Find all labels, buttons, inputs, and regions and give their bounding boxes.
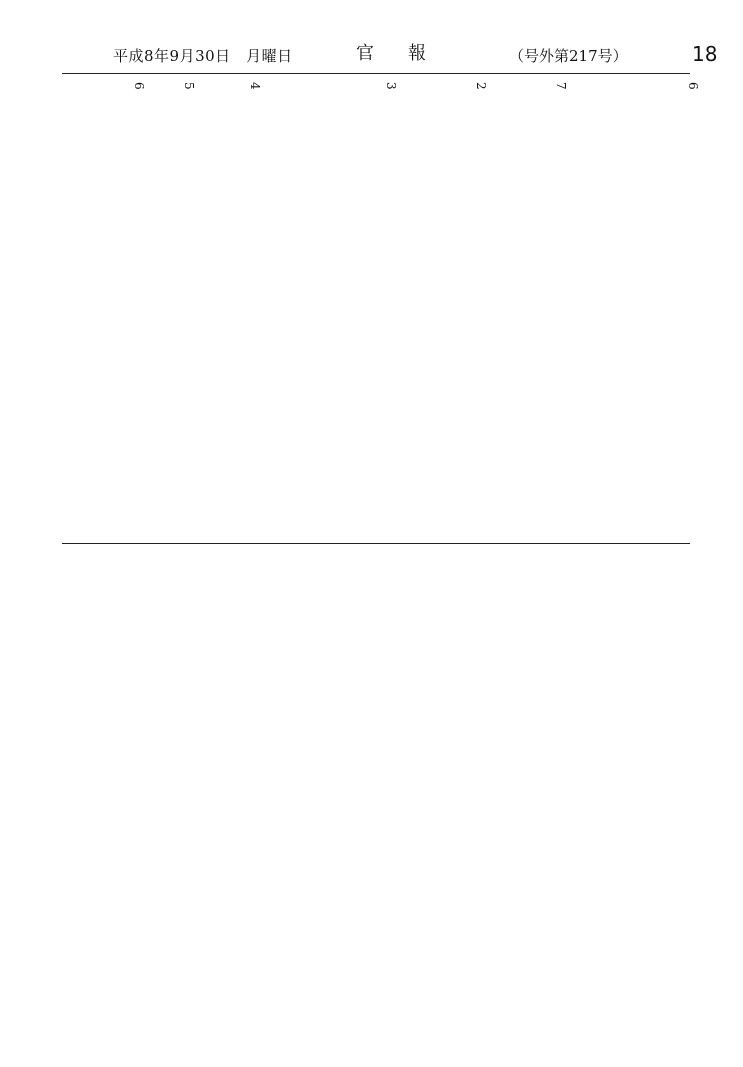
paragraph-marker: 6 bbox=[132, 82, 146, 90]
paragraph-marker: 7 bbox=[554, 82, 568, 90]
paragraph-marker: 5 bbox=[182, 82, 196, 90]
publication-date: 平成8年9月30日 月曜日 bbox=[113, 47, 293, 65]
page-number: 18 bbox=[692, 42, 718, 66]
text-block bbox=[342, 553, 472, 1023]
text-block bbox=[146, 82, 180, 534]
paragraph-marker: 3 bbox=[384, 82, 398, 90]
paragraph-marker: 6 bbox=[686, 82, 700, 90]
text-block bbox=[568, 82, 684, 534]
text-block bbox=[262, 82, 382, 534]
text-block bbox=[196, 82, 246, 534]
section-divider bbox=[62, 543, 690, 544]
text-block bbox=[398, 82, 472, 534]
text-block bbox=[62, 553, 334, 1023]
gazette-title: 官 報 bbox=[356, 43, 434, 64]
text-block bbox=[487, 82, 552, 534]
header-divider bbox=[62, 73, 690, 74]
issue-number: （号外第217号） bbox=[509, 47, 628, 65]
paragraph-marker: 2 bbox=[474, 82, 488, 90]
paragraph-marker: 4 bbox=[248, 82, 262, 90]
text-block bbox=[480, 553, 578, 1023]
text-block bbox=[586, 553, 690, 1023]
text-block bbox=[62, 82, 130, 534]
